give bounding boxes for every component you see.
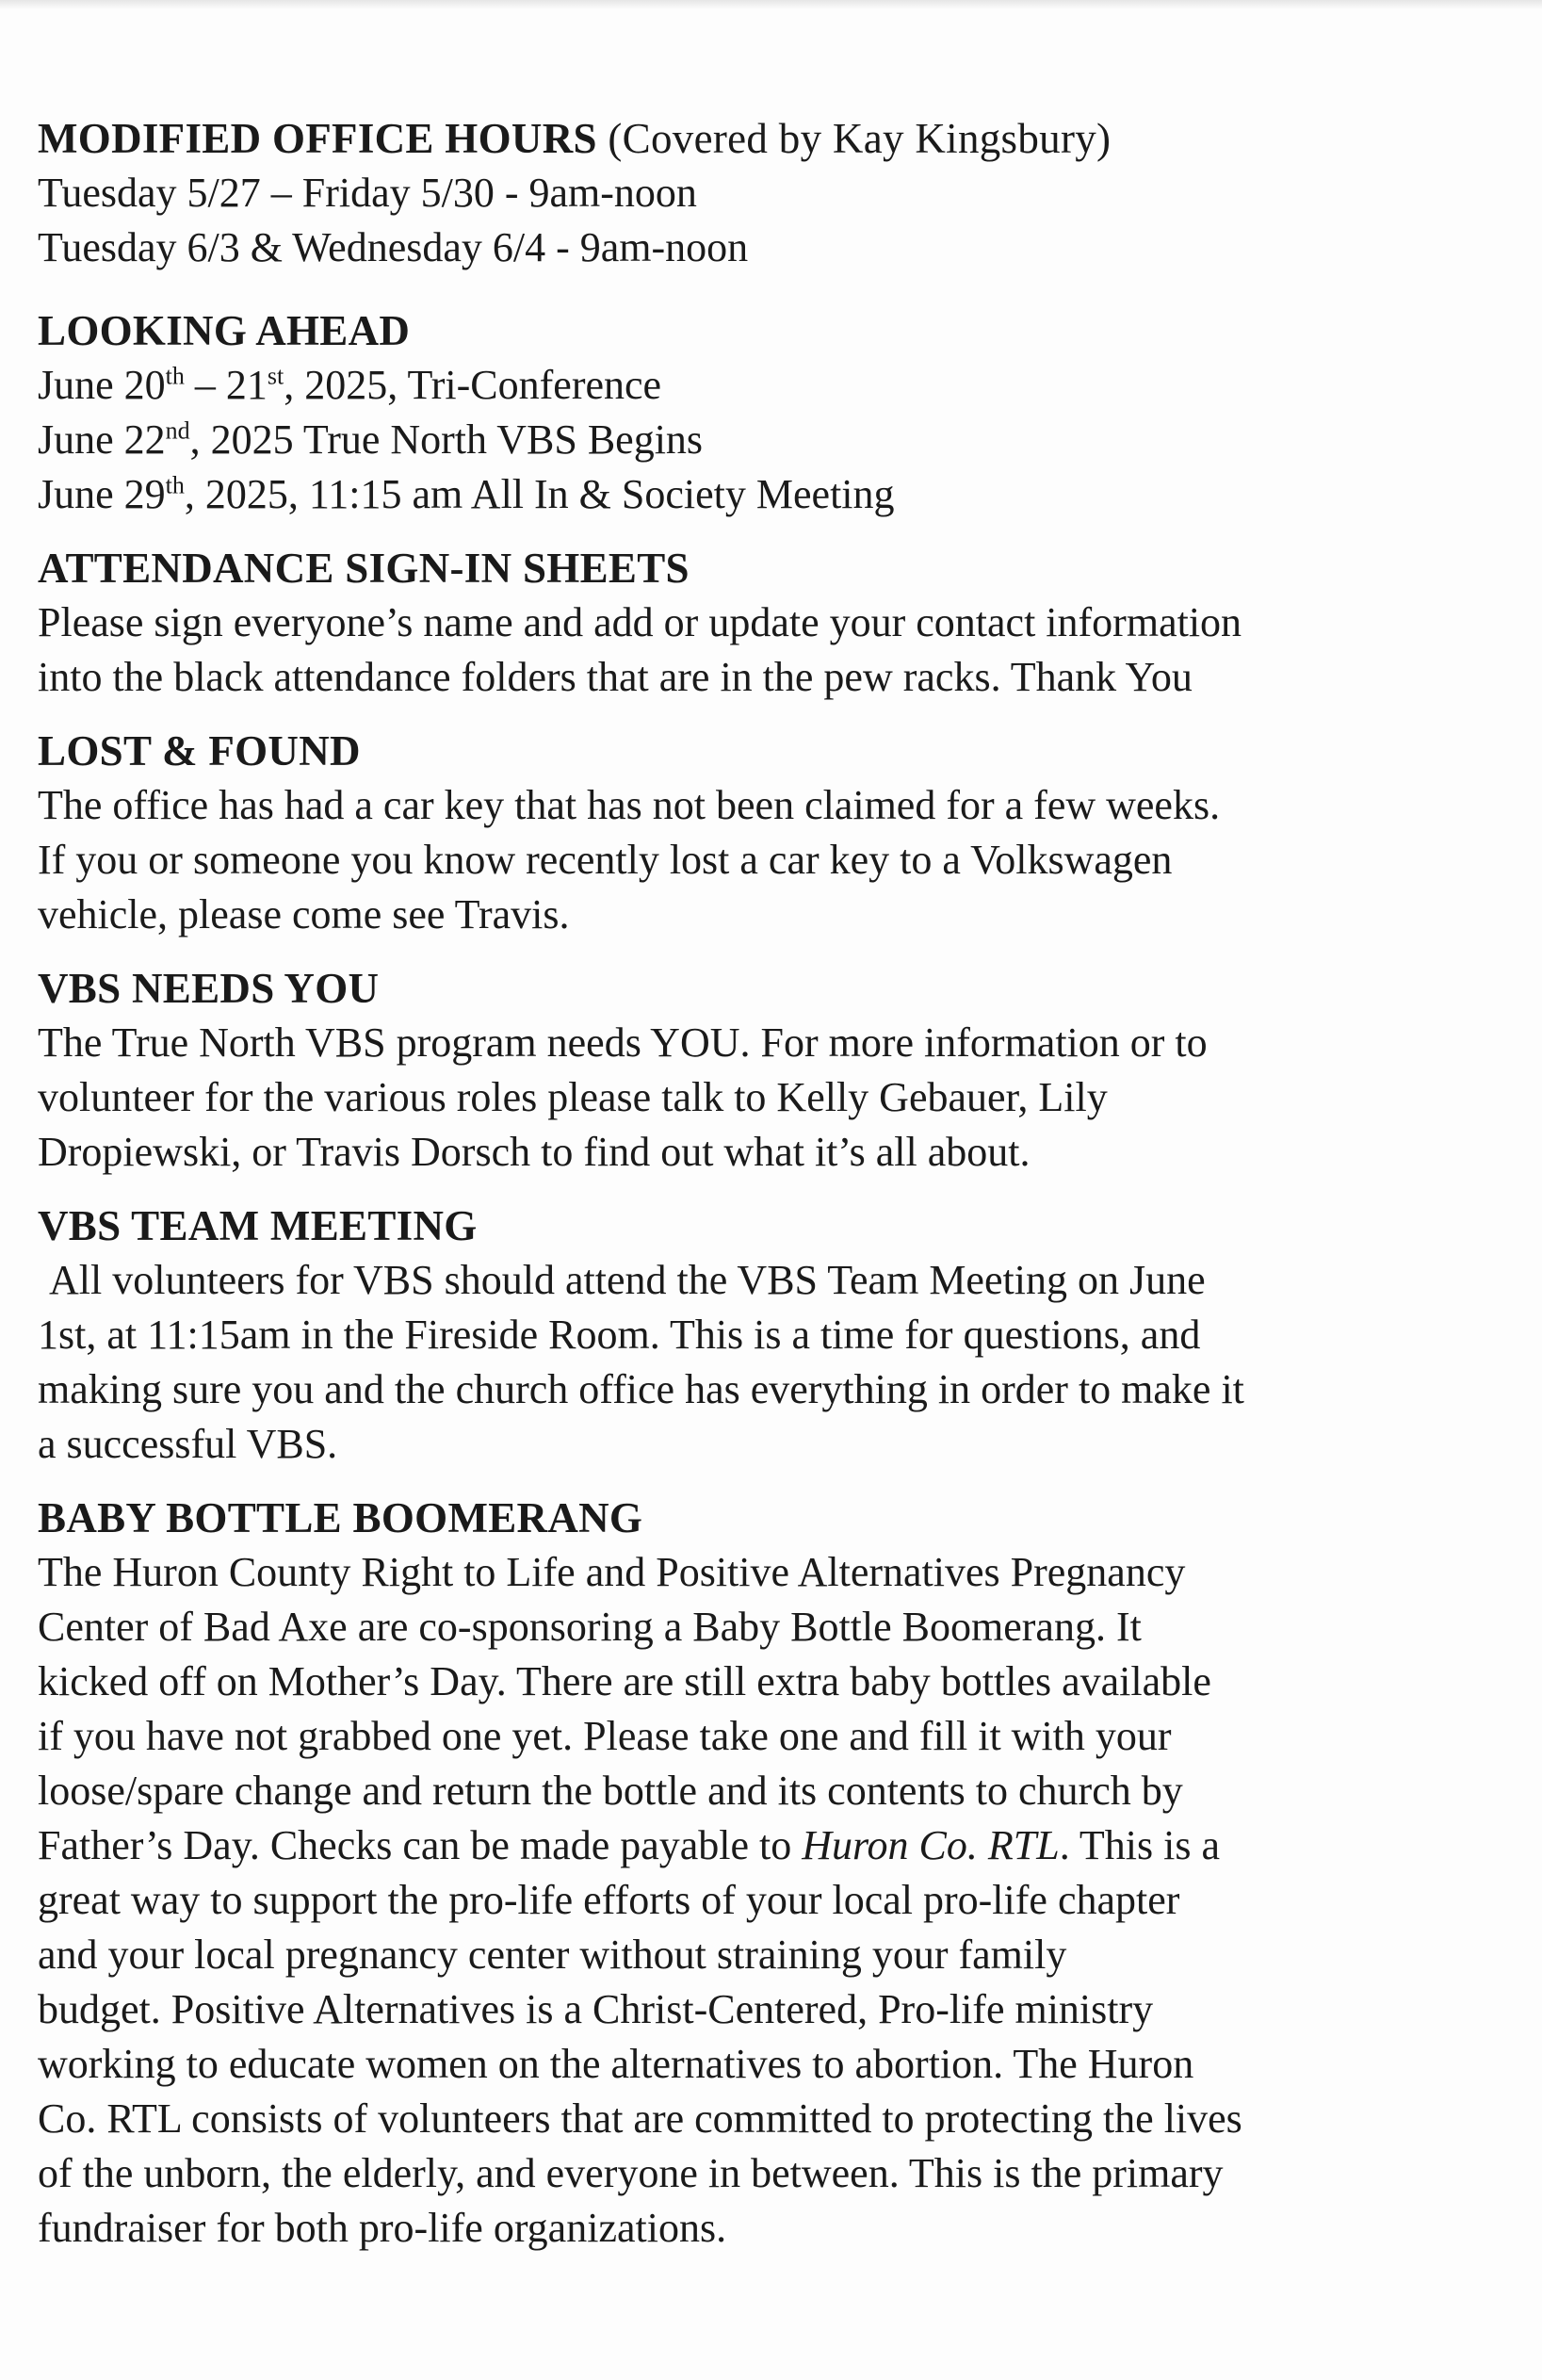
baby-bottle-checks-line: Father’s Day. Checks can be made payable to Huron Co. RTL. This is a — [38, 1822, 1221, 1868]
vbs-team-line: All volunteers for VBS should attend the VBS Team Meeting on June — [49, 1257, 1206, 1303]
office-hours-line: Tuesday 5/27 – Friday 5/30 - 9am-noon — [38, 170, 697, 216]
office-hours-line: Tuesday 6/3 & Wednesday 6/4 - 9am-noon — [38, 224, 749, 270]
baby-bottle-line: Co. RTL consists of volunteers that are committed to protecting the lives — [38, 2095, 1242, 2142]
vbs-needs-line: volunteer for the various roles please talk to Kelly Gebauer, Lily — [38, 1074, 1108, 1120]
event-line: June 29th, 2025, 11:15 am All In & Society Meeting — [38, 471, 895, 517]
vbs-team-line: making sure you and the church office has everything in order to make it — [38, 1366, 1244, 1412]
office-hours-title: MODIFIED OFFICE HOURS — [38, 115, 597, 162]
section-attendance — [38, 541, 1451, 705]
attendance-heading: ATTENDANCE SIGN-IN SHEETS — [38, 545, 690, 592]
vbs-team-line: a successful VBS. — [38, 1421, 338, 1467]
baby-bottle-line: and your local pregnancy center without straining your family — [38, 1932, 1067, 1978]
scan-edge — [0, 0, 1542, 9]
looking-ahead-heading: LOOKING AHEAD — [38, 307, 411, 354]
lost-found-heading: LOST & FOUND — [38, 727, 361, 774]
section-office-hours — [38, 111, 1451, 275]
baby-bottle-line: kicked off on Mother’s Day. There are still extra baby bottles available — [38, 1658, 1211, 1704]
section-vbs-needs — [38, 961, 1451, 1180]
baby-bottle-heading: BABY BOTTLE BOOMERANG — [38, 1494, 643, 1541]
baby-bottle-line: working to educate women on the alternatives to abortion. The Huron — [38, 2041, 1194, 2087]
office-hours-heading — [38, 111, 1451, 166]
announcements — [38, 111, 1451, 2274]
baby-bottle-line: The Huron County Right to Life and Positive Alternatives Pregnancy — [38, 1549, 1186, 1595]
event-line: June 20th – 21st, 2025, Tri-Conference — [38, 362, 662, 408]
vbs-needs-line: Dropiewski, or Travis Dorsch to find out what it’s all about. — [38, 1129, 1031, 1175]
lost-found-line: vehicle, please come see Travis. — [38, 891, 570, 937]
attendance-line: Please sign everyone’s name and add or update your contact information — [38, 599, 1242, 645]
section-baby-bottle — [38, 1491, 1451, 2256]
section-lost-found — [38, 724, 1451, 942]
vbs-team-heading: VBS TEAM MEETING — [38, 1202, 478, 1249]
section-vbs-team — [38, 1198, 1451, 1472]
vbs-team-line: 1st, at 11:15am in the Fireside Room. This is a time for questions, and — [38, 1312, 1201, 1358]
baby-bottle-line: if you have not grabbed one yet. Please take one and fill it with your — [38, 1713, 1172, 1759]
event-line: June 22nd, 2025 True North VBS Begins — [38, 416, 704, 463]
attendance-line: into the black attendance folders that are in the pew racks. Thank You — [38, 654, 1193, 700]
baby-bottle-line: fundraiser for both pro-life organizations. — [38, 2205, 727, 2251]
office-hours-note: (Covered by Kay Kingsbury) — [608, 115, 1112, 162]
vbs-needs-heading: VBS NEEDS YOU — [38, 965, 380, 1012]
baby-bottle-line: Center of Bad Axe are co-sponsoring a Baby Bottle Boomerang. It — [38, 1604, 1142, 1650]
lost-found-line: If you or someone you know recently lost a car key to a Volkswagen — [38, 837, 1173, 883]
baby-bottle-line: loose/spare change and return the bottle and its contents to church by — [38, 1768, 1183, 1814]
vbs-needs-line: The True North VBS program needs YOU. For more information or to — [38, 1019, 1208, 1066]
baby-bottle-line: budget. Positive Alternatives is a Christ-Centered, Pro-life ministry — [38, 1986, 1154, 2032]
baby-bottle-line: of the unborn, the elderly, and everyone in between. This is the primary — [38, 2150, 1224, 2196]
baby-bottle-line: great way to support the pro-life efforts of your local pro-life chapter — [38, 1877, 1180, 1923]
lost-found-line: The office has had a car key that has not been claimed for a few weeks. — [38, 782, 1221, 828]
section-looking-ahead — [38, 303, 1451, 522]
payee-name: Huron Co. RTL — [802, 1822, 1060, 1868]
